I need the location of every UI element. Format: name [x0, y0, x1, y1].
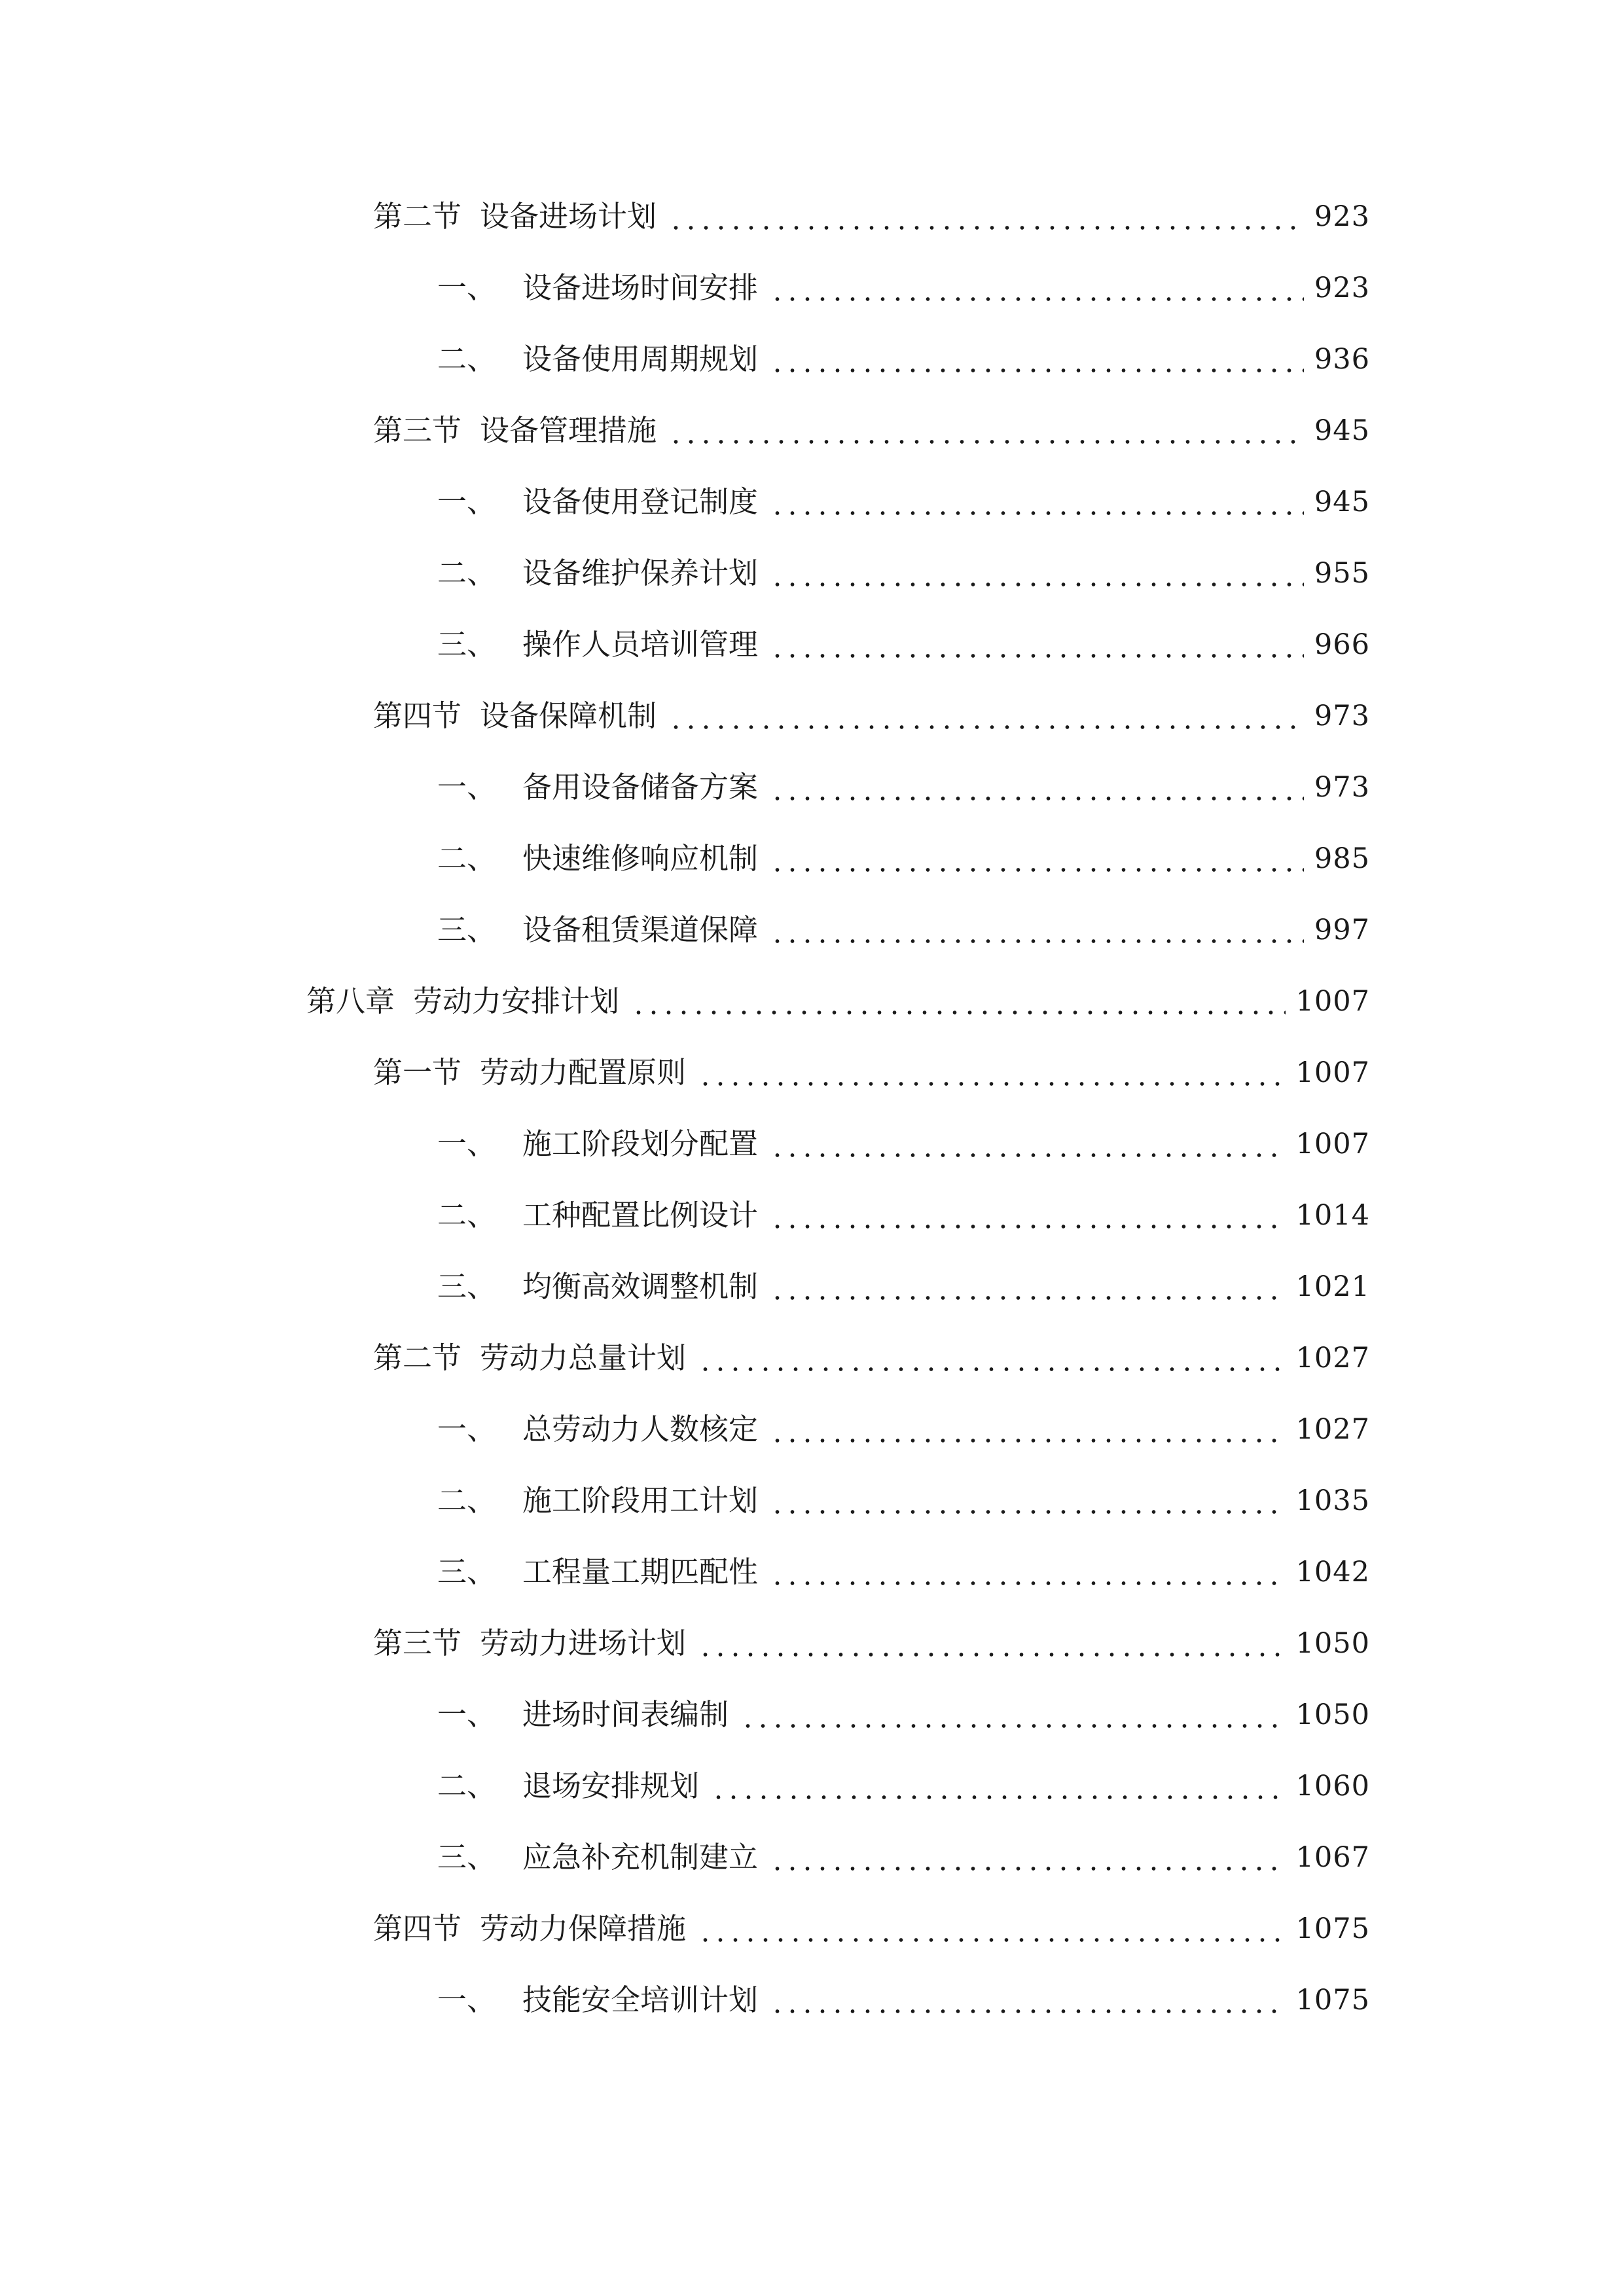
dot-leader: [668, 693, 1304, 739]
toc-entry-page-number: 945: [1314, 486, 1370, 518]
toc-entry-prefix: 三、: [437, 912, 497, 947]
toc-entry-prefix: 三、: [437, 1840, 497, 1874]
dot-leader: [770, 265, 1304, 311]
toc-entry-title: 应急补充机制建立: [522, 1840, 759, 1874]
dot-leader: [770, 1835, 1286, 1880]
toc-entry-page-number: 1007: [1295, 1128, 1370, 1160]
toc-entry-title: 设备保障机制: [480, 698, 657, 733]
toc-entry-item[interactable]: [437, 836, 1370, 882]
toc-entry-item[interactable]: [437, 1763, 1370, 1809]
toc-entry-prefix: 第三节: [373, 413, 462, 448]
toc-entry-item[interactable]: [437, 1692, 1370, 1738]
dot-leader: [770, 550, 1304, 596]
toc-entry-title: 退场安排规划: [522, 1768, 700, 1803]
toc-entry-prefix: 一、: [437, 1697, 497, 1732]
toc-entry-page-number: 1007: [1295, 1056, 1370, 1089]
toc-entry-page-number: 955: [1314, 557, 1370, 590]
toc-entry-page-number: 945: [1314, 414, 1370, 447]
dot-leader: [740, 1692, 1286, 1738]
toc-entry-title: 劳动力进场计划: [480, 1626, 687, 1660]
dot-leader: [770, 1977, 1286, 2023]
toc-entry-page-number: 1027: [1295, 1342, 1370, 1374]
toc-entry-item[interactable]: [437, 1977, 1370, 2023]
dot-leader: [770, 836, 1304, 882]
toc-entry-prefix: 第四节: [373, 1911, 462, 1946]
toc-entry-prefix: 一、: [437, 1982, 497, 2017]
toc-entry-item[interactable]: [437, 907, 1370, 953]
dot-leader: [668, 408, 1304, 454]
toc-entry-title: 劳动力总量计划: [480, 1340, 687, 1375]
toc-entry-title: 操作人员培训管理: [522, 627, 759, 662]
toc-entry-prefix: 二、: [437, 342, 497, 376]
toc-entry-page-number: 1042: [1295, 1556, 1370, 1588]
toc-entry-prefix: 二、: [437, 556, 497, 590]
toc-entry-title: 技能安全培训计划: [522, 1982, 759, 2017]
toc-entry-title: 施工阶段划分配置: [522, 1126, 759, 1161]
toc-entry-page-number: 973: [1314, 771, 1370, 804]
toc-entry-prefix: 二、: [437, 1198, 497, 1232]
toc-entry-item[interactable]: [437, 550, 1370, 596]
toc-entry-page-number: 1067: [1295, 1841, 1370, 1874]
toc-entry-prefix: 第二节: [373, 1340, 462, 1375]
toc-entry-item[interactable]: [437, 622, 1370, 668]
toc-entry-prefix: 第一节: [373, 1055, 462, 1090]
dot-leader: [668, 194, 1304, 240]
toc-entry-page-number: 997: [1314, 914, 1370, 946]
toc-entry-page-number: 1050: [1295, 1627, 1370, 1660]
toc-entry-title: 均衡高效调整机制: [522, 1269, 759, 1304]
toc-entry-page-number: 1075: [1295, 1912, 1370, 1945]
toc-entry-prefix: 三、: [437, 1269, 497, 1304]
toc-entry-page-number: 1027: [1295, 1413, 1370, 1446]
toc-entry-item[interactable]: [437, 479, 1370, 525]
toc-entry-prefix: 第二节: [373, 199, 462, 234]
toc-entry-title: 进场时间表编制: [522, 1697, 729, 1732]
toc-entry-item[interactable]: [437, 764, 1370, 810]
toc-entry-title: 设备维护保养计划: [522, 556, 759, 590]
dot-leader: [770, 479, 1304, 525]
toc-entry-title: 设备进场时间安排: [522, 270, 759, 305]
toc-entry-section[interactable]: [373, 194, 1370, 240]
toc-entry-prefix: 第八章: [306, 984, 395, 1018]
toc-entry-prefix: 三、: [437, 1554, 497, 1589]
toc-entry-title: 工种配置比例设计: [522, 1198, 759, 1232]
toc-entry-item[interactable]: [437, 1478, 1370, 1524]
toc-entry-title: 工程量工期匹配性: [522, 1554, 759, 1589]
toc-entry-section[interactable]: [373, 408, 1370, 454]
toc-entry-page-number: 936: [1314, 343, 1370, 376]
toc-entry-page-number: 923: [1314, 200, 1370, 233]
dot-leader: [698, 1335, 1286, 1381]
toc-entry-title: 设备租赁渠道保障: [522, 912, 759, 947]
toc-entry-page-number: 985: [1314, 842, 1370, 875]
toc-entry-page-number: 1007: [1295, 985, 1370, 1018]
toc-entry-item[interactable]: [437, 1549, 1370, 1595]
toc-entry-page-number: 966: [1314, 628, 1370, 661]
toc-entry-prefix: 第三节: [373, 1626, 462, 1660]
toc-entry-prefix: 一、: [437, 484, 497, 519]
toc-entry-section[interactable]: [373, 1621, 1370, 1666]
toc-entry-section[interactable]: [373, 1335, 1370, 1381]
toc-entry-prefix: 二、: [437, 841, 497, 876]
toc-entry-page-number: 1014: [1295, 1199, 1370, 1232]
dot-leader: [770, 1478, 1286, 1524]
toc-entry-item[interactable]: [437, 336, 1370, 382]
toc-entry-item[interactable]: [437, 1264, 1370, 1310]
dot-leader: [770, 336, 1304, 382]
toc-entry-prefix: 一、: [437, 270, 497, 305]
toc-entry-page-number: 1075: [1295, 1984, 1370, 2017]
toc-entry-page-number: 1021: [1295, 1270, 1370, 1303]
toc-entry-page-number: 1060: [1295, 1770, 1370, 1803]
toc-entry-page-number: 973: [1314, 700, 1370, 732]
toc-entry-prefix: 一、: [437, 770, 497, 804]
toc-entry-item[interactable]: [437, 1407, 1370, 1452]
toc-entry-section[interactable]: [373, 1906, 1370, 1952]
dot-leader: [770, 1193, 1286, 1238]
toc-entry-chapter[interactable]: [306, 978, 1370, 1024]
toc-entry-item[interactable]: [437, 1121, 1370, 1167]
dot-leader: [770, 907, 1304, 953]
toc-entry-title: 劳动力安排计划: [413, 984, 620, 1018]
dot-leader: [770, 1549, 1286, 1595]
toc-entry-title: 设备使用周期规划: [522, 342, 759, 376]
dot-leader: [631, 978, 1286, 1024]
toc-entry-item[interactable]: [437, 1193, 1370, 1238]
toc-entry-prefix: 一、: [437, 1412, 497, 1446]
toc-entry-item[interactable]: [437, 1835, 1370, 1880]
toc-entry-section[interactable]: [373, 693, 1370, 739]
dot-leader: [770, 1121, 1286, 1167]
toc-entry-page-number: 1035: [1295, 1484, 1370, 1517]
toc-entry-title: 设备使用登记制度: [522, 484, 759, 519]
toc-entry-page-number: 923: [1314, 272, 1370, 304]
toc-entry-prefix: 第四节: [373, 698, 462, 733]
dot-leader: [698, 1906, 1286, 1952]
toc-entry-title: 设备进场计划: [480, 199, 657, 234]
toc-entry-prefix: 二、: [437, 1768, 497, 1803]
toc-entry-title: 快速维修响应机制: [522, 841, 759, 876]
toc-entry-item[interactable]: [437, 265, 1370, 311]
dot-leader: [711, 1763, 1286, 1809]
toc-entry-page-number: 1050: [1295, 1698, 1370, 1731]
toc-entry-title: 总劳动力人数核定: [522, 1412, 759, 1446]
toc-entry-title: 设备管理措施: [480, 413, 657, 448]
toc-entry-title: 劳动力配置原则: [480, 1055, 687, 1090]
dot-leader: [770, 622, 1304, 668]
dot-leader: [770, 764, 1304, 810]
dot-leader: [698, 1621, 1286, 1666]
dot-leader: [770, 1407, 1286, 1452]
toc-entry-section[interactable]: [373, 1050, 1370, 1096]
dot-leader: [698, 1050, 1286, 1096]
toc-entry-title: 备用设备储备方案: [522, 770, 759, 804]
toc-entry-title: 施工阶段用工计划: [522, 1483, 759, 1518]
toc-entry-title: 劳动力保障措施: [480, 1911, 687, 1946]
toc-entry-prefix: 二、: [437, 1483, 497, 1518]
toc-entry-prefix: 三、: [437, 627, 497, 662]
dot-leader: [770, 1264, 1286, 1310]
toc-entry-prefix: 一、: [437, 1126, 497, 1161]
